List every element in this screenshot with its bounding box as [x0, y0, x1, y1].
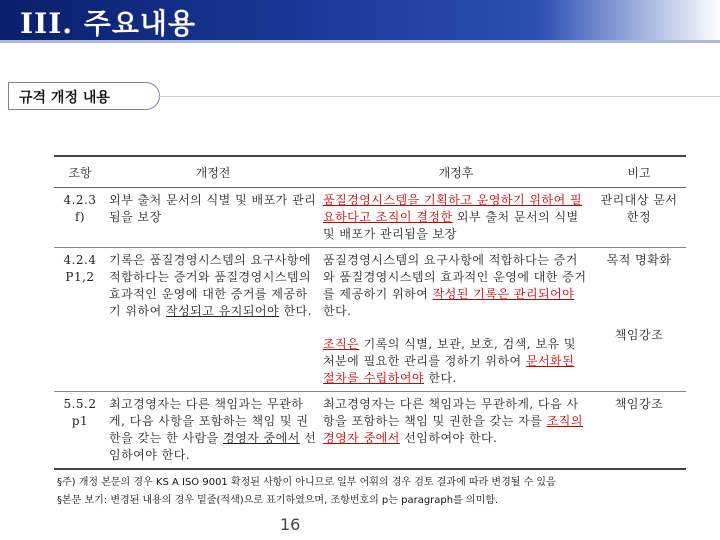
after-cell [320, 392, 592, 470]
section-label: 규격 개정 내용 [19, 90, 110, 106]
header-before: 개정전 [106, 156, 320, 188]
footnote-1: §주) 개정 본문의 경우 KS A ISO 9001 확정된 사항이 아니므로 일부 어휘의 경우 검토 결과에 따라 변경될 수 있음 [57, 477, 556, 488]
changed-text: 문서화된 절차를 수립하여야 [323, 354, 575, 385]
clause-number: 5.5.2 [63, 397, 97, 411]
after-text: 최고경영자는 다른 책임과는 무관하게, 다음 사항을 포함하는 책임 및 권한을 갖는 자를 [323, 397, 579, 428]
after-text: 외부 출처 문서의 식별 및 배포가 관리됨을 보장 [323, 210, 579, 241]
before-text-end: 선임하여야 한다. [109, 431, 317, 462]
header-bar-fade [540, 0, 720, 40]
changed-text: 품질경영시스템을 기획하고 운영하기 위하여 필요하다고 조직이 결정한 [323, 193, 583, 224]
section-tab [8, 82, 160, 110]
before-text: 기록은 품질경영시스템의 요구사항에 적합하다는 증거와 품질경영시스템의 효과적인 운영에 대한 증거를 제공하기 위하여 [109, 253, 312, 318]
underlined-text: 작성되고 유지되어야 [166, 304, 280, 318]
changed-text: 조직의 경영자 중에서 [323, 414, 583, 445]
note-text: 책임강조 [614, 328, 664, 342]
clause-sub: f) [74, 210, 86, 224]
before-text: 최고경영자는 다른 책임과는 무관하게, 다음 사항을 포함하는 책임 및 권한을 갖는 한 사람을 [109, 397, 309, 445]
note-cell [592, 248, 686, 392]
slide-header [0, 0, 720, 46]
clause-number: 4.2.3 [63, 193, 97, 207]
after-text-end: 한다. [323, 304, 352, 318]
before-text-end: 한다. [279, 304, 312, 318]
clause-cell [54, 392, 106, 470]
after-text-end: 선임하여야 한다. [399, 431, 498, 445]
after-cell [320, 248, 592, 392]
before-cell [106, 392, 320, 470]
clause-number: 4.2.4 [63, 253, 97, 267]
title-text: 주요내용 [83, 7, 196, 40]
header-after: 개정후 [320, 156, 592, 188]
clause-sub: p1 [71, 414, 89, 428]
table-row [54, 188, 686, 248]
revision-table [54, 155, 686, 470]
footnote-2: §본문 보기: 변경된 내용의 경우 밑줄(적색)으로 표기하였으며, 조항번호의 p는 paragraph를 의미함. [57, 495, 499, 506]
footnotes [57, 474, 556, 510]
after-paragraph-2 [323, 336, 589, 387]
table-header-row [54, 156, 686, 188]
note-cell: 관리대상 문서 한정 [592, 188, 686, 248]
before-cell: 외부 출처 문서의 식별 및 배포가 관리됨을 보장 [106, 188, 320, 248]
clause-cell [54, 248, 106, 392]
note-text: 목적 명확화 [606, 253, 672, 267]
after-paragraph-1 [323, 252, 589, 320]
changed-text: 조직은 [323, 337, 360, 351]
before-cell [106, 248, 320, 392]
underlined-text: 경영자 중에서 [223, 431, 300, 445]
clause-sub: P1,2 [65, 270, 95, 284]
page-number: 16 [280, 515, 301, 534]
after-text: 기록의 식별, 보관, 보호, 검색, 보유 및 처분에 필요한 관리를 정하기 위하여 [323, 337, 577, 368]
table-row [54, 392, 686, 470]
changed-text: 작성된 기록은 관리되어야 [432, 287, 575, 301]
title-roman-numeral: III. [20, 7, 74, 40]
clause-cell [54, 188, 106, 248]
section-divider [158, 96, 720, 97]
header-clause: 조항 [54, 156, 106, 188]
after-cell [320, 188, 592, 248]
table-row [54, 248, 686, 392]
slide-title [20, 2, 196, 42]
header-note: 비고 [592, 156, 686, 188]
after-text: 품질경영시스템의 요구사항에 적합하다는 증거와 품질경영시스템의 효과적인 운영에 대한 증거를 제공하기 위하여 [323, 253, 587, 301]
note-cell: 책임강조 [592, 392, 686, 470]
after-text-end: 한다. [424, 371, 457, 385]
